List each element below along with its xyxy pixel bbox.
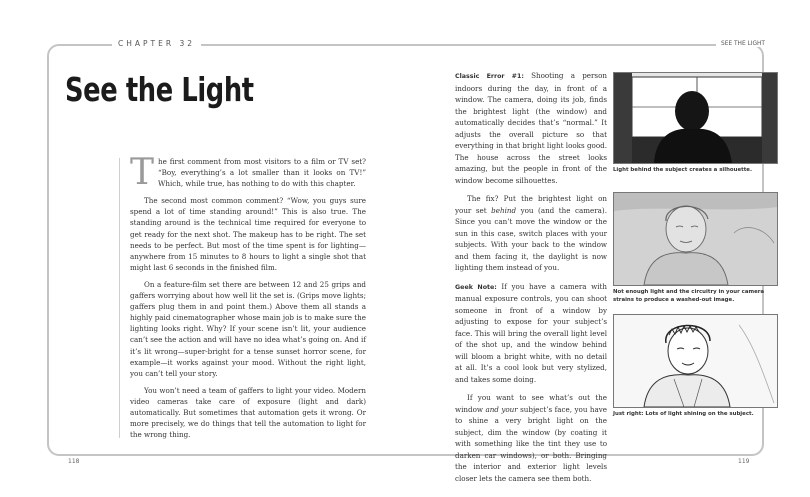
well-lit-illustration [613,314,778,408]
caption-3: Just right: Lots of light shining on the subject. [613,411,754,417]
fix-text-1: The fix? Put the brightest light on your set [455,194,607,215]
last-emphasis: and your [485,404,518,414]
fix-emphasis: behind [491,205,517,215]
classic-error-paragraph [455,70,607,186]
chapter-title: See the Light [65,70,254,109]
chapter-label: CHAPTER 32 [112,39,201,48]
last-text-2: subject’s face, you have to shine a very bright light on the subject, dim the window (by coating it with something like the tint they use to darken car windows), or both. Bringing the interior and exterior light levels closer lets the camera see them both. [455,404,608,483]
paragraph-1-text: he first comment from most visitors to a film or TV set? “Boy, everything’s a lot smaller than it looks on TV!” Which, while true, has nothing to do with this chapter. [158,157,366,189]
page-number-right: 119 [738,458,750,465]
washed-out-drawing [614,193,777,285]
well-lit-drawing [614,315,777,407]
paragraph-4: You won’t need a team of gaffers to light your video. Modern video cameras take care of exposure (light and dark) automatically. But sometimes that automation gets it wrong. Or more precisely, we do things that tell the automation to light for the wrong thing. [130,385,366,440]
classic-error-label: Classic Error #1: [455,73,524,80]
left-column [130,152,366,446]
geek-note-paragraph [455,281,607,386]
paragraph-1 [130,152,366,193]
drop-cap: T [130,152,155,193]
last-text-1: If you want to see what’s out the window [455,393,607,414]
paragraph-3: On a feature-film set there are between 12 and 25 grips and gaffers worrying about how well lit the set is. (Grips move lights; gaffers plug them in and point them.) Above them all stands a highly paid cinematographer whose main job is to make sure the lighting looks right. Why? If your scene isn’t lit, your audience can’t see the action and will have no idea what’s going on. And if it’s lit wrong—super-bright for a tense sunset horror scene, for example—it works against your mood. Without the right light, you can’t tell your story. [130,279,366,378]
geek-note-text: If you have a camera with manual exposure controls, you can shoot someone in front of a window by adjusting to expose for your subject’s face. This will bring the overall light level of the shot up, and the window behind will bloom a bright white, with no detail at all. It’s a cool look but very stylized, and takes some doing. [455,281,607,384]
geek-note-label: Geek Note: [455,283,497,291]
running-head: SEE THE LIGHT [716,39,770,47]
caption-1: Light behind the subject creates a silhouette. [613,167,752,173]
silhouette-illustration [613,72,778,164]
silhouette-drawing [614,73,777,163]
paragraph-2: The second most common comment? “Wow, you guys sure spend a lot of time standing around!” This is also true. The standing around is the technical time required for everyone to get ready for the next shot. The makeup has to be right. The set needs to be perfect. But most of the time spent is for lighting—anywhere from 15 minutes to 8 hours to light a single shot that might last 6 seconds in the finished film. [130,196,366,272]
left-margin-rule [119,158,120,438]
page-number-left: 118 [68,458,80,465]
classic-error-text: Shooting a person indoors during the day, in front of a window. The camera, doing its job, finds the brightest light (the window) and automatically decides that’s “normal.” It adjusts the overall picture so that everything in that bright light looks good. The house across the street looks amazing, but the people in front of the window become silhouettes. [455,71,607,185]
washed-out-illustration [613,192,778,286]
fix-paragraph [455,193,607,274]
fix-text-2: you (and the camera). Since you can’t move the window or the sun in this case, switch places with your subjects. With your back to the window and them facing it, the daylight is now lighting them instead of you. [455,205,607,272]
caption-2: Not enough light and the circuitry in your camera strains to produce a washed-out image. [613,289,765,303]
middle-column [455,70,607,491]
last-paragraph [455,392,607,484]
